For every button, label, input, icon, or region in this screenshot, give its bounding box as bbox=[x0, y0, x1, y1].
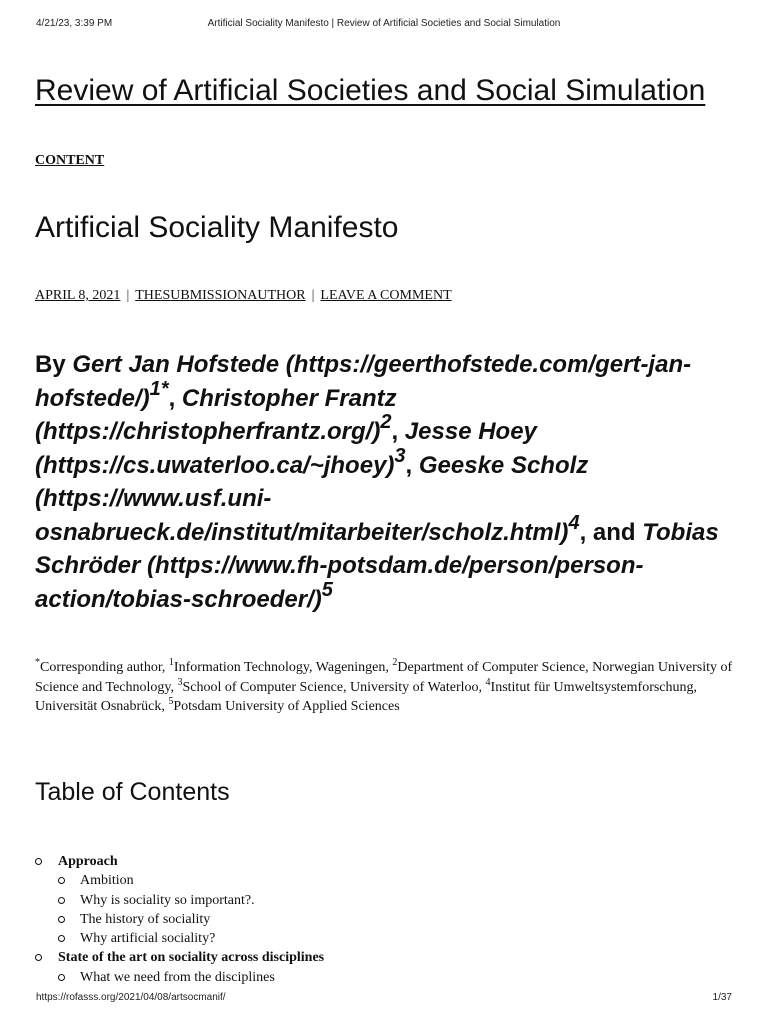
author-gert-jan-hofstede[interactable]: Gert Jan Hofstede (https://geerthofstede.com/gert-jan-hofstede/) bbox=[35, 351, 692, 412]
affil-text-5: Potsdam University of Applied Sciences bbox=[173, 699, 400, 714]
byline-comma: , bbox=[168, 384, 176, 412]
affil-mark-star: * bbox=[35, 657, 40, 668]
affil-text-3: School of Computer Science, University of Waterloo, bbox=[182, 679, 486, 695]
affil-text-1: Information Technology, Wageningen, bbox=[173, 660, 393, 675]
byline-by: By bbox=[35, 351, 66, 378]
affil-mark-2: 2 bbox=[392, 657, 398, 668]
circle-bullet-icon bbox=[58, 877, 65, 884]
toc-section-state-of-art bbox=[35, 948, 735, 987]
author-christopher-frantz[interactable]: Christopher Frantz (https://christopherfrantz.org/) bbox=[35, 384, 397, 445]
circle-bullet-icon bbox=[35, 858, 42, 865]
toc-section-approach bbox=[35, 852, 735, 948]
author-footnote-3: 3 bbox=[394, 444, 406, 467]
print-footer bbox=[36, 992, 732, 1003]
toc-item bbox=[58, 891, 735, 910]
byline-comma: , bbox=[391, 418, 399, 445]
print-page-title: Artificial Sociality Manifesto | Review of Artificial Societies and Social Simulation bbox=[207, 18, 561, 29]
leave-comment-link[interactable]: LEAVE A COMMENT bbox=[320, 288, 452, 303]
affil-mark-3: 3 bbox=[177, 676, 183, 688]
toc-link-approach[interactable]: Approach bbox=[58, 854, 118, 869]
meta-separator: | bbox=[311, 288, 315, 303]
circle-bullet-icon bbox=[58, 974, 65, 981]
author-footnote-5: 5 bbox=[321, 578, 333, 601]
toc-item bbox=[58, 968, 735, 987]
author-geeske-scholz[interactable]: Geeske Scholz (https://www.usf.uni-osnabrueck.de/institut/mitarbeiter/scholz.html) bbox=[35, 451, 589, 546]
affil-text-2: Department of Computer Science, Norwegian University of Science and Technology, bbox=[35, 660, 733, 695]
affil-mark-4: 4 bbox=[485, 676, 491, 688]
table-of-contents bbox=[35, 852, 735, 987]
affiliations bbox=[35, 658, 747, 717]
toc-item bbox=[58, 910, 735, 929]
circle-bullet-icon bbox=[58, 916, 65, 923]
author-footnote-2: 2 bbox=[380, 411, 392, 433]
affil-mark-5: 5 bbox=[168, 696, 174, 707]
author-tobias-schroeder[interactable]: Tobias Schröder (https://www.fh-potsdam.de/person/person-action/tobias-schroeder/) bbox=[35, 518, 719, 613]
affil-text-corresponding: Corresponding author, bbox=[40, 660, 169, 675]
author-byline bbox=[35, 348, 735, 616]
print-page-number: 1/37 bbox=[712, 992, 732, 1003]
post-title: Artificial Sociality Manifesto bbox=[35, 211, 399, 244]
author-jesse-hoey[interactable]: Jesse Hoey (https://cs.uwaterloo.ca/~jhoey) bbox=[35, 418, 537, 479]
print-url: https://rofasss.org/2021/04/08/artsocmanif/ bbox=[36, 992, 226, 1003]
affil-text-4: Institut für Umweltsystemforschung, Universität Osnabrück, bbox=[35, 679, 698, 714]
byline-and: , and bbox=[579, 518, 636, 546]
toc-link-state-of-art[interactable]: State of the art on sociality across disciplines bbox=[58, 950, 325, 966]
circle-bullet-icon bbox=[58, 897, 65, 904]
post-meta bbox=[35, 288, 452, 304]
circle-bullet-icon bbox=[58, 935, 65, 942]
toc-link-why-artificial-sociality[interactable]: Why artificial sociality? bbox=[80, 931, 216, 947]
toc-item bbox=[58, 929, 735, 948]
site-title-link[interactable]: Review of Artificial Societies and Social Simulation bbox=[35, 74, 706, 107]
author-link[interactable]: THESUBMISSIONAUTHOR bbox=[135, 288, 306, 303]
toc-link-why-sociality-important[interactable]: Why is sociality so important?. bbox=[80, 892, 255, 908]
category-link[interactable]: CONTENT bbox=[35, 153, 105, 168]
toc-item bbox=[58, 871, 735, 890]
print-date: 4/21/23, 3:39 PM bbox=[36, 18, 113, 29]
toc-title: Table of Contents bbox=[35, 778, 230, 806]
author-footnote-4: 4 bbox=[568, 511, 580, 534]
affil-mark-1: 1 bbox=[168, 657, 174, 668]
circle-bullet-icon bbox=[35, 954, 42, 961]
meta-separator: | bbox=[126, 288, 130, 303]
byline-comma: , bbox=[405, 451, 413, 479]
post-date-link[interactable]: APRIL 8, 2021 bbox=[35, 288, 121, 303]
toc-link-ambition[interactable]: Ambition bbox=[80, 873, 134, 889]
author-footnote-1: 1* bbox=[149, 377, 169, 400]
toc-link-history-of-sociality[interactable]: The history of sociality bbox=[80, 911, 211, 927]
toc-link-what-we-need[interactable]: What we need from the disciplines bbox=[80, 969, 275, 985]
